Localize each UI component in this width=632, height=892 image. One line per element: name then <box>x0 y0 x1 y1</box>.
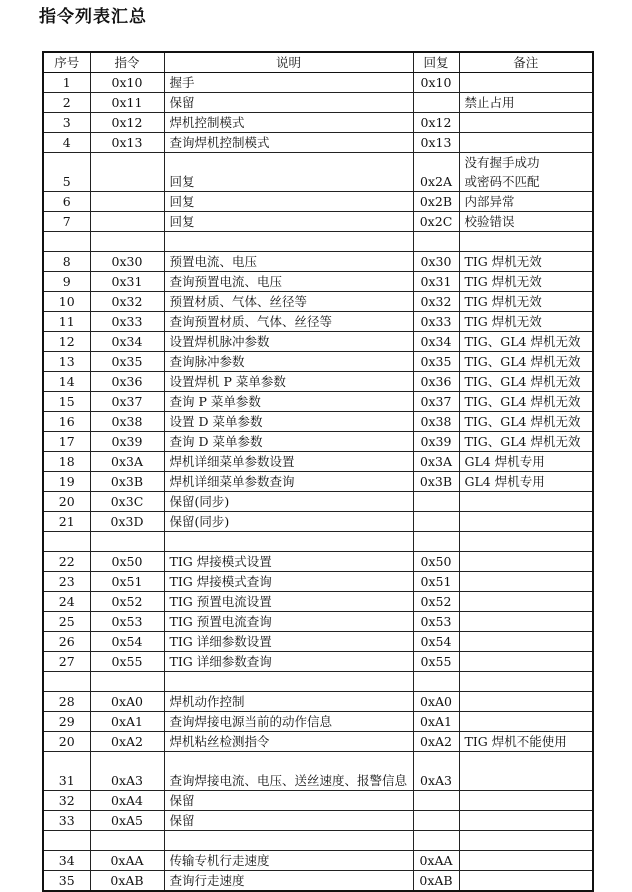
cell-seq: 19 <box>43 472 90 492</box>
cell-note <box>459 692 593 712</box>
table-row <box>43 192 593 212</box>
cell-note: TIG 焊机无效 <box>459 272 593 292</box>
cell-seq: 1 <box>43 73 90 93</box>
cell-desc: 传输专机行走速度 <box>164 851 413 871</box>
cell-reply <box>413 532 459 552</box>
cell-seq: 2 <box>43 93 90 113</box>
cell-note <box>459 851 593 871</box>
cell-seq: 5 <box>43 153 90 192</box>
cell-seq <box>43 672 90 692</box>
table-row <box>43 73 593 93</box>
cell-desc <box>164 672 413 692</box>
cell-reply: 0x31 <box>413 272 459 292</box>
cell-desc: TIG 焊接模式设置 <box>164 552 413 572</box>
table-row <box>43 791 593 811</box>
cell-reply: 0xAB <box>413 871 459 892</box>
cell-note <box>459 113 593 133</box>
cell-desc: 焊机动作控制 <box>164 692 413 712</box>
cell-seq: 17 <box>43 432 90 452</box>
cell-note: GL4 焊机专用 <box>459 452 593 472</box>
cell-reply: 0x2C <box>413 212 459 232</box>
cell-desc <box>164 232 413 252</box>
cell-reply: 0x52 <box>413 592 459 612</box>
cell-note <box>459 572 593 592</box>
cell-desc: 握手 <box>164 73 413 93</box>
cell-reply: 0x10 <box>413 73 459 93</box>
table-row <box>43 572 593 592</box>
cell-note <box>459 232 593 252</box>
table-row <box>43 632 593 652</box>
cell-cmd: 0x52 <box>90 592 164 612</box>
table-row <box>43 851 593 871</box>
cell-reply: 0x51 <box>413 572 459 592</box>
cell-reply <box>413 492 459 512</box>
cell-desc: 保留 <box>164 811 413 831</box>
cell-desc: 设置焊机脉冲参数 <box>164 332 413 352</box>
cell-cmd <box>90 672 164 692</box>
cell-cmd: 0x38 <box>90 412 164 432</box>
cell-note: TIG、GL4 焊机无效 <box>459 332 593 352</box>
cell-note <box>459 492 593 512</box>
cell-note <box>459 632 593 652</box>
cell-cmd: 0x3C <box>90 492 164 512</box>
cell-cmd <box>90 831 164 851</box>
cell-note <box>459 133 593 153</box>
cell-desc: 查询预置材质、气体、丝径等 <box>164 312 413 332</box>
table-row <box>43 752 593 791</box>
cell-reply: 0x13 <box>413 133 459 153</box>
cell-note <box>459 752 593 791</box>
cell-desc: 保留 <box>164 93 413 113</box>
cell-cmd: 0x31 <box>90 272 164 292</box>
table-row <box>43 652 593 672</box>
cell-note: TIG 焊机无效 <box>459 312 593 332</box>
table-row <box>43 452 593 472</box>
cell-cmd: 0xA5 <box>90 811 164 831</box>
cell-desc: TIG 详细参数设置 <box>164 632 413 652</box>
cell-cmd <box>90 153 164 192</box>
cell-reply: 0xA2 <box>413 732 459 752</box>
cell-note <box>459 592 593 612</box>
cell-cmd: 0x32 <box>90 292 164 312</box>
cell-seq: 7 <box>43 212 90 232</box>
cell-desc: 查询焊接电流、电压、送丝速度、报警信息 <box>164 752 413 791</box>
cell-cmd: 0x51 <box>90 572 164 592</box>
table-row <box>43 472 593 492</box>
table-row <box>43 312 593 332</box>
cell-reply: 0x34 <box>413 332 459 352</box>
cell-seq: 20 <box>43 492 90 512</box>
table-row-separator <box>43 232 593 252</box>
cell-desc <box>164 532 413 552</box>
cell-reply: 0x54 <box>413 632 459 652</box>
cell-note <box>459 831 593 851</box>
header-cmd: 指令 <box>90 52 164 73</box>
table-row <box>43 352 593 372</box>
table-row <box>43 252 593 272</box>
cell-note: TIG、GL4 焊机无效 <box>459 392 593 412</box>
cell-desc: 查询脉冲参数 <box>164 352 413 372</box>
cell-desc: 查询 P 菜单参数 <box>164 392 413 412</box>
table-row <box>43 811 593 831</box>
cell-note <box>459 791 593 811</box>
cell-note: TIG、GL4 焊机无效 <box>459 432 593 452</box>
cell-cmd: 0x30 <box>90 252 164 272</box>
cell-note <box>459 512 593 532</box>
table-row <box>43 272 593 292</box>
table-row <box>43 133 593 153</box>
table-row-separator <box>43 831 593 851</box>
cell-reply: 0xA1 <box>413 712 459 732</box>
cell-desc: 回复 <box>164 212 413 232</box>
cell-desc: 回复 <box>164 192 413 212</box>
cell-note: TIG 焊机无效 <box>459 252 593 272</box>
cell-note <box>459 811 593 831</box>
cell-cmd: 0x33 <box>90 312 164 332</box>
cell-reply: 0x55 <box>413 652 459 672</box>
cell-note: GL4 焊机专用 <box>459 472 593 492</box>
cell-desc: TIG 预置电流查询 <box>164 612 413 632</box>
cell-seq: 4 <box>43 133 90 153</box>
cell-seq: 22 <box>43 552 90 572</box>
cell-cmd: 0x3B <box>90 472 164 492</box>
cell-cmd <box>90 232 164 252</box>
cell-cmd: 0x11 <box>90 93 164 113</box>
table-row <box>43 612 593 632</box>
cell-desc: TIG 预置电流设置 <box>164 592 413 612</box>
table-row <box>43 153 593 192</box>
cell-seq: 13 <box>43 352 90 372</box>
cell-reply <box>413 93 459 113</box>
cell-seq: 32 <box>43 791 90 811</box>
cell-cmd: 0xA0 <box>90 692 164 712</box>
cell-seq: 35 <box>43 871 90 892</box>
cell-cmd: 0x54 <box>90 632 164 652</box>
cell-reply: 0x32 <box>413 292 459 312</box>
cell-seq: 8 <box>43 252 90 272</box>
cell-reply: 0x33 <box>413 312 459 332</box>
cell-desc: 保留(同步) <box>164 492 413 512</box>
cell-seq: 27 <box>43 652 90 672</box>
cell-reply <box>413 791 459 811</box>
cell-note <box>459 672 593 692</box>
table-row <box>43 332 593 352</box>
cell-cmd <box>90 212 164 232</box>
cell-reply: 0x35 <box>413 352 459 372</box>
table-row <box>43 871 593 892</box>
table-row <box>43 592 593 612</box>
cell-desc: TIG 焊接模式查询 <box>164 572 413 592</box>
cell-reply: 0xA0 <box>413 692 459 712</box>
cell-seq: 10 <box>43 292 90 312</box>
cell-note: 校验错误 <box>459 212 593 232</box>
cell-reply <box>413 672 459 692</box>
header-reply: 回复 <box>413 52 459 73</box>
header-desc: 说明 <box>164 52 413 73</box>
cell-desc <box>164 831 413 851</box>
cell-seq: 12 <box>43 332 90 352</box>
cell-reply <box>413 831 459 851</box>
cell-seq: 15 <box>43 392 90 412</box>
cell-cmd: 0x53 <box>90 612 164 632</box>
cell-desc: 查询行走速度 <box>164 871 413 892</box>
cell-reply: 0x2A <box>413 153 459 192</box>
cell-note: TIG 焊机无效 <box>459 292 593 312</box>
cell-desc: 预置材质、气体、丝径等 <box>164 292 413 312</box>
cell-note: TIG、GL4 焊机无效 <box>459 412 593 432</box>
cell-seq: 6 <box>43 192 90 212</box>
cell-cmd: 0x36 <box>90 372 164 392</box>
command-table <box>42 51 594 892</box>
table-row <box>43 93 593 113</box>
cell-seq: 3 <box>43 113 90 133</box>
cell-seq: 28 <box>43 692 90 712</box>
cell-cmd <box>90 532 164 552</box>
table-row-separator <box>43 532 593 552</box>
cell-seq: 25 <box>43 612 90 632</box>
table-row <box>43 552 593 572</box>
cell-desc: 设置 D 菜单参数 <box>164 412 413 432</box>
cell-seq: 24 <box>43 592 90 612</box>
cell-seq: 31 <box>43 752 90 791</box>
table-row <box>43 292 593 312</box>
cell-note: 禁止占用 <box>459 93 593 113</box>
table-row <box>43 212 593 232</box>
cell-reply: 0x3A <box>413 452 459 472</box>
cell-reply: 0x39 <box>413 432 459 452</box>
cell-cmd: 0xA3 <box>90 752 164 791</box>
cell-note <box>459 712 593 732</box>
cell-desc: 查询 D 菜单参数 <box>164 432 413 452</box>
cell-seq: 23 <box>43 572 90 592</box>
cell-seq: 33 <box>43 811 90 831</box>
cell-reply: 0xAA <box>413 851 459 871</box>
cell-seq: 11 <box>43 312 90 332</box>
cell-cmd: 0x34 <box>90 332 164 352</box>
table-header-row <box>43 52 593 73</box>
cell-cmd: 0x3D <box>90 512 164 532</box>
table-row <box>43 492 593 512</box>
cell-desc: 焊机详细菜单参数设置 <box>164 452 413 472</box>
cell-cmd: 0xA1 <box>90 712 164 732</box>
cell-cmd: 0xAB <box>90 871 164 892</box>
cell-seq: 21 <box>43 512 90 532</box>
table-row <box>43 712 593 732</box>
cell-seq: 18 <box>43 452 90 472</box>
table-row <box>43 432 593 452</box>
cell-note <box>459 552 593 572</box>
cell-note <box>459 871 593 892</box>
cell-cmd: 0x50 <box>90 552 164 572</box>
cell-note <box>459 73 593 93</box>
cell-note <box>459 532 593 552</box>
table-row-separator <box>43 672 593 692</box>
cell-seq: 14 <box>43 372 90 392</box>
cell-cmd: 0xA2 <box>90 732 164 752</box>
cell-reply: 0x37 <box>413 392 459 412</box>
cell-seq <box>43 532 90 552</box>
cell-cmd: 0x55 <box>90 652 164 672</box>
cell-cmd: 0xAA <box>90 851 164 871</box>
cell-cmd: 0x12 <box>90 113 164 133</box>
cell-desc: 预置电流、电压 <box>164 252 413 272</box>
table-row <box>43 372 593 392</box>
cell-reply: 0x30 <box>413 252 459 272</box>
cell-desc: 保留 <box>164 791 413 811</box>
cell-reply: 0x53 <box>413 612 459 632</box>
header-seq: 序号 <box>43 52 90 73</box>
cell-note <box>459 652 593 672</box>
cell-reply: 0x2B <box>413 192 459 212</box>
cell-seq: 20 <box>43 732 90 752</box>
cell-note: TIG、GL4 焊机无效 <box>459 352 593 372</box>
cell-seq: 16 <box>43 412 90 432</box>
cell-note <box>459 612 593 632</box>
cell-seq: 29 <box>43 712 90 732</box>
cell-reply <box>413 811 459 831</box>
cell-reply: 0x12 <box>413 113 459 133</box>
cell-desc: TIG 详细参数查询 <box>164 652 413 672</box>
table-row <box>43 512 593 532</box>
table-row <box>43 732 593 752</box>
cell-reply: 0x38 <box>413 412 459 432</box>
cell-seq: 26 <box>43 632 90 652</box>
cell-cmd: 0x39 <box>90 432 164 452</box>
cell-cmd <box>90 192 164 212</box>
table-row <box>43 392 593 412</box>
cell-seq <box>43 232 90 252</box>
table-body <box>43 73 593 892</box>
cell-note: TIG、GL4 焊机无效 <box>459 372 593 392</box>
cell-note: 没有握手成功 或密码不匹配 <box>459 153 593 192</box>
cell-reply: 0x36 <box>413 372 459 392</box>
cell-seq <box>43 831 90 851</box>
cell-seq: 9 <box>43 272 90 292</box>
cell-desc: 查询焊机控制模式 <box>164 133 413 153</box>
cell-reply: 0xA3 <box>413 752 459 791</box>
cell-desc: 焊机详细菜单参数查询 <box>164 472 413 492</box>
table-row <box>43 692 593 712</box>
cell-reply <box>413 512 459 532</box>
cell-note: 内部异常 <box>459 192 593 212</box>
table-row <box>43 412 593 432</box>
page-title: 指令列表汇总 <box>39 7 147 27</box>
cell-cmd: 0x10 <box>90 73 164 93</box>
table-row <box>43 113 593 133</box>
cell-cmd: 0x3A <box>90 452 164 472</box>
cell-cmd: 0x13 <box>90 133 164 153</box>
header-note: 备注 <box>459 52 593 73</box>
cell-seq: 34 <box>43 851 90 871</box>
cell-desc: 设置焊机 P 菜单参数 <box>164 372 413 392</box>
cell-cmd: 0x35 <box>90 352 164 372</box>
cell-cmd: 0xA4 <box>90 791 164 811</box>
cell-reply: 0x50 <box>413 552 459 572</box>
cell-reply: 0x3B <box>413 472 459 492</box>
cell-reply <box>413 232 459 252</box>
cell-desc: 回复 <box>164 153 413 192</box>
cell-note: TIG 焊机不能使用 <box>459 732 593 752</box>
cell-desc: 查询预置电流、电压 <box>164 272 413 292</box>
cell-desc: 焊机粘丝检测指令 <box>164 732 413 752</box>
cell-desc: 查询焊接电源当前的动作信息 <box>164 712 413 732</box>
cell-cmd: 0x37 <box>90 392 164 412</box>
cell-desc: 焊机控制模式 <box>164 113 413 133</box>
cell-desc: 保留(同步) <box>164 512 413 532</box>
